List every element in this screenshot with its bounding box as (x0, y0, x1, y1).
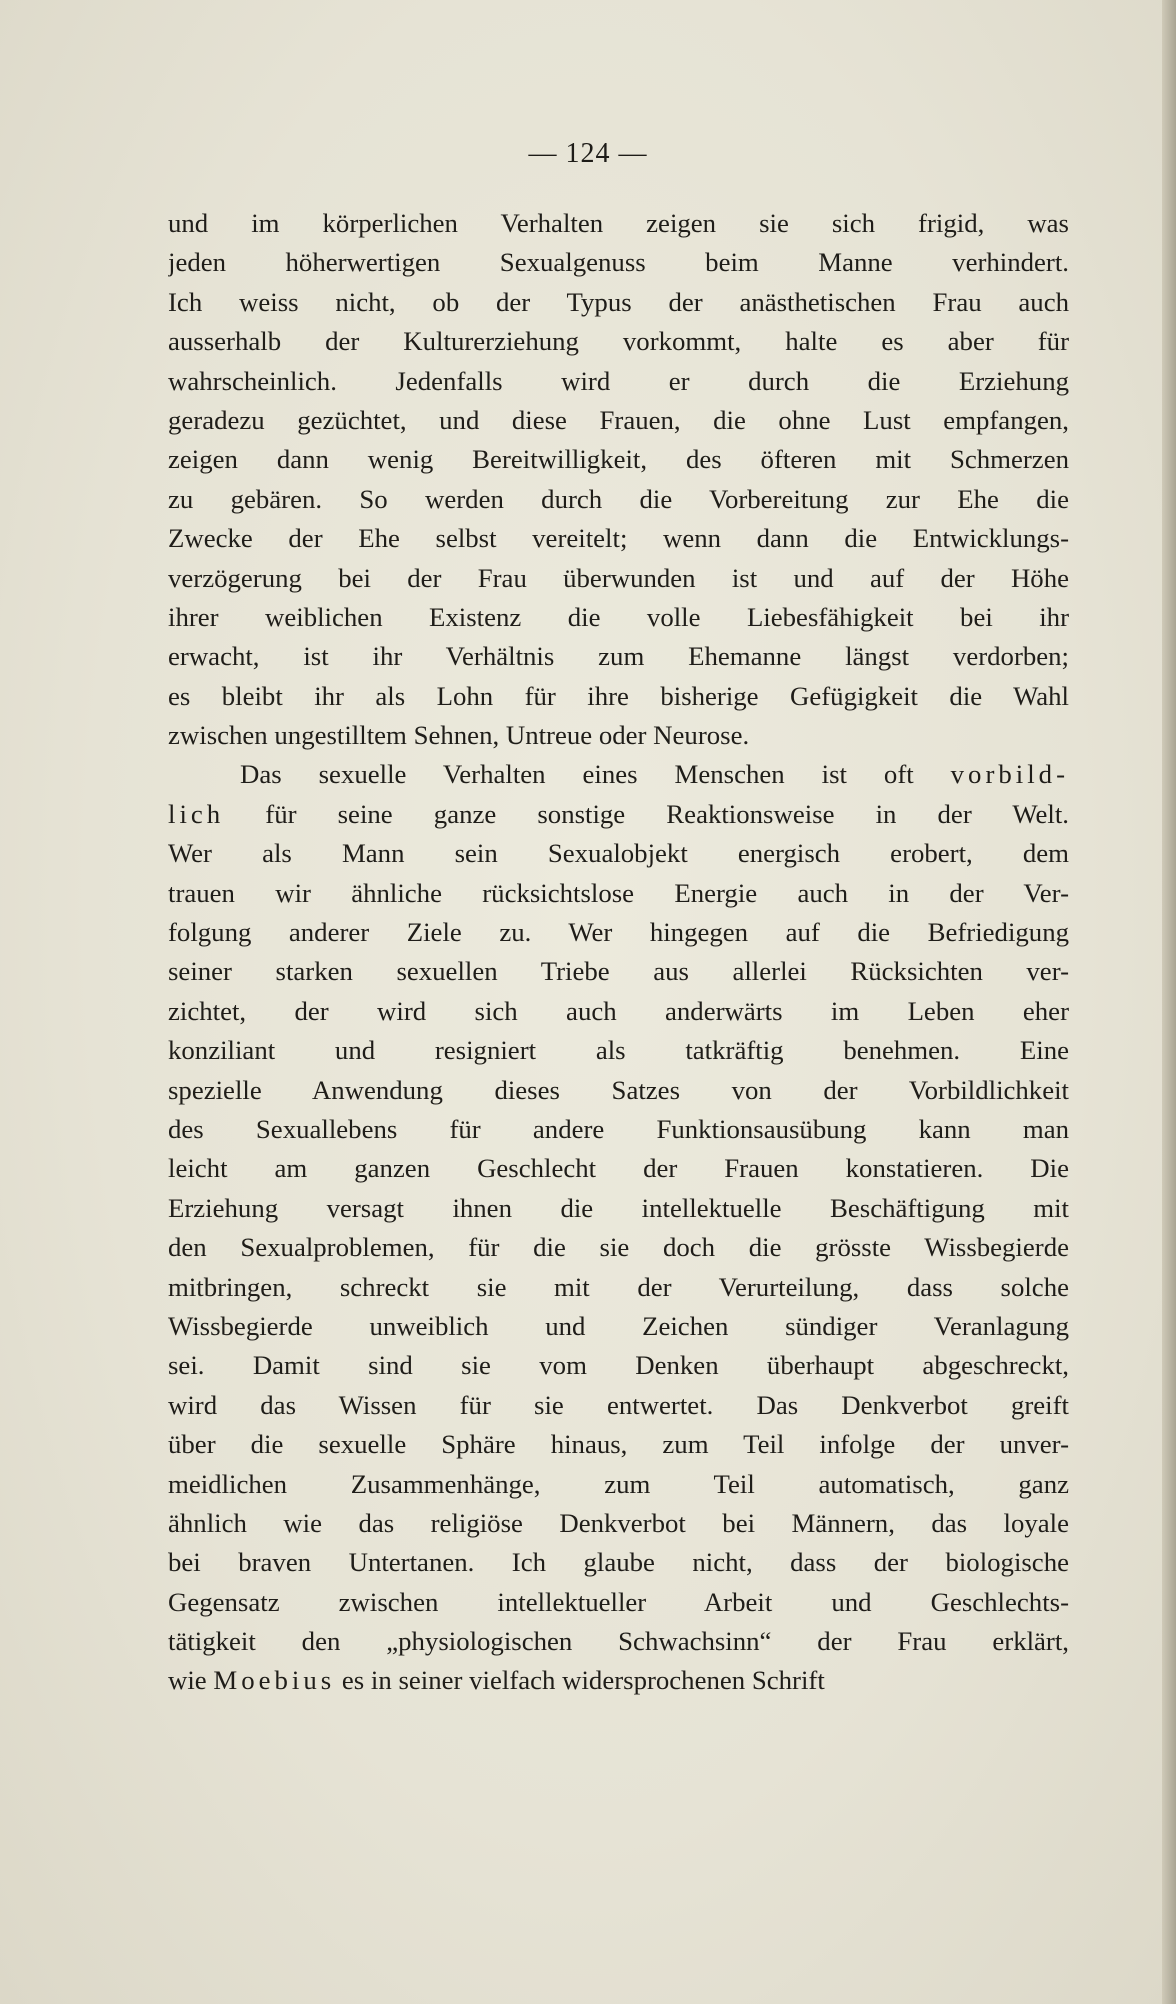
text-line (168, 1504, 1069, 1543)
text-run: spezielle Anwendung dieses Satzes von der Vorbildlichkeit (168, 1074, 1069, 1105)
text-run: Wissbegierde unweiblich und Zeichen sündiger Veranlagung (168, 1310, 1069, 1341)
text-line (168, 519, 1069, 558)
text-run: und im körperlichen Verhalten zeigen sie sich frigid, was (168, 208, 1069, 238)
text-line (168, 204, 1069, 243)
text-run: folgung anderer Ziele zu. Wer hingegen auf die Befriedigung (168, 917, 1069, 948)
text-line (168, 1307, 1069, 1346)
text-line (168, 1346, 1069, 1385)
text-line (168, 716, 1069, 755)
text-line (168, 598, 1069, 637)
text-line (168, 243, 1069, 282)
text-run: jeden höherwertigen Sexualgenuss beim Manne verhindert. (168, 247, 1069, 278)
text-run: Gegensatz zwischen intellektueller Arbeit und Geschlechts- (168, 1586, 1069, 1617)
paragraph (168, 755, 1069, 1700)
text-run: erwacht, ist ihr Verhältnis zum Ehemanne längst verdorben; (168, 641, 1069, 672)
text-run: wahrscheinlich. Jedenfalls wird er durch die Erziehung (168, 365, 1069, 396)
text-line (168, 637, 1069, 676)
text-run: es in seiner vielfach widersprochenen Schrift (335, 1665, 825, 1696)
text-run: zwischen ungestilltem Sehnen, Untreue oder Neurose. (168, 720, 750, 751)
body-text (168, 204, 1069, 1701)
text-run: mitbringen, schreckt sie mit der Verurteilung, dass solche (168, 1271, 1069, 1302)
text-run: Ich weiss nicht, ob der Typus der anästhetischen Frau auch (168, 286, 1069, 317)
text-line (168, 1386, 1069, 1425)
text-run: tätigkeit den „physiologischen Schwachsinn“ der Frau erklärt, (168, 1626, 1069, 1657)
page-number: — 124 — (528, 138, 648, 169)
text-run: zeigen dann wenig Bereitwilligkeit, des öfteren mit Schmerzen (168, 444, 1069, 475)
text-line (168, 1425, 1069, 1464)
text-run: wie (168, 1665, 214, 1696)
text-line (168, 1149, 1069, 1188)
text-line (168, 283, 1069, 322)
text-line (168, 1189, 1069, 1228)
emphasized-text: lich (168, 798, 225, 829)
text-run: trauen wir ähnliche rücksichtslose Energie auch in der Ver- (168, 877, 1069, 908)
text-line (168, 480, 1069, 519)
text-line (168, 1465, 1069, 1504)
text-run: für seine ganze sonstige Reaktionsweise in der Welt. (224, 798, 1069, 829)
text-run: verzögerung bei der Frau überwunden ist und auf der Höhe (168, 562, 1069, 593)
text-line (168, 1228, 1069, 1267)
text-run: ähnlich wie das religiöse Denkverbot bei Männern, das loyale (168, 1507, 1069, 1538)
text-run: wird das Wissen für sie entwertet. Das Denkverbot greift (168, 1389, 1069, 1420)
text-line (168, 874, 1069, 913)
text-line (168, 992, 1069, 1031)
text-line (168, 1543, 1069, 1582)
text-run: Wer als Mann sein Sexualobjekt energisch erobert, dem (168, 838, 1069, 869)
paragraph (168, 204, 1069, 755)
text-line (168, 1031, 1069, 1070)
text-run: über die sexuelle Sphäre hinaus, zum Teil infolge der unver- (168, 1429, 1069, 1460)
text-line (168, 322, 1069, 361)
text-run: geradezu gezüchtet, und diese Frauen, die ohne Lust empfangen, (168, 404, 1069, 435)
text-line (168, 362, 1069, 401)
text-line (168, 1661, 1069, 1700)
text-line (168, 834, 1069, 873)
text-line (168, 1268, 1069, 1307)
page-edge-shadow (1162, 0, 1176, 2004)
text-line (168, 559, 1069, 598)
text-line (168, 1622, 1069, 1661)
text-run: Zwecke der Ehe selbst vereitelt; wenn dann die Entwicklungs- (168, 523, 1069, 554)
text-run: seiner starken sexuellen Triebe aus allerlei Rücksichten ver- (168, 956, 1069, 987)
text-line (168, 755, 1069, 794)
text-run: leicht am ganzen Geschlecht der Frauen konstatieren. Die (168, 1153, 1069, 1184)
text-run: ihrer weiblichen Existenz die volle Liebesfähigkeit bei ihr (168, 601, 1069, 632)
text-run: es bleibt ihr als Lohn für ihre bisherige Gefügigkeit die Wahl (168, 680, 1069, 711)
text-line (168, 952, 1069, 991)
text-run: zichtet, der wird sich auch anderwärts im Leben eher (168, 995, 1069, 1026)
text-run: ausserhalb der Kulturerziehung vorkommt, halte es aber für (168, 326, 1069, 357)
text-line (168, 1071, 1069, 1110)
text-line (168, 677, 1069, 716)
text-line (168, 1110, 1069, 1149)
text-run: Erziehung versagt ihnen die intellektuelle Beschäftigung mit (168, 1192, 1069, 1223)
text-line (168, 913, 1069, 952)
text-line (168, 1583, 1069, 1622)
text-run: Das sexuelle Verhalten eines Menschen ist oft (240, 759, 951, 790)
text-line (168, 440, 1069, 479)
text-run: den Sexualproblemen, für die sie doch die grösste Wissbegierde (168, 1232, 1069, 1263)
text-run: zu gebären. So werden durch die Vorbereitung zur Ehe die (168, 483, 1069, 514)
text-run: meidlichen Zusammenhänge, zum Teil automatisch, ganz (168, 1468, 1069, 1499)
emphasized-text: Moebius (213, 1665, 336, 1696)
text-line (168, 795, 1069, 834)
text-run: konziliant und resigniert als tatkräftig benehmen. Eine (168, 1035, 1069, 1066)
text-run: bei braven Untertanen. Ich glaube nicht, dass der biologische (168, 1547, 1069, 1578)
text-line (168, 401, 1069, 440)
text-run: des Sexuallebens für andere Funktionsausübung kann man (168, 1113, 1069, 1144)
emphasized-text: vorbild- (950, 759, 1069, 790)
text-run: sei. Damit sind sie vom Denken überhaupt abgeschreckt, (168, 1350, 1069, 1381)
